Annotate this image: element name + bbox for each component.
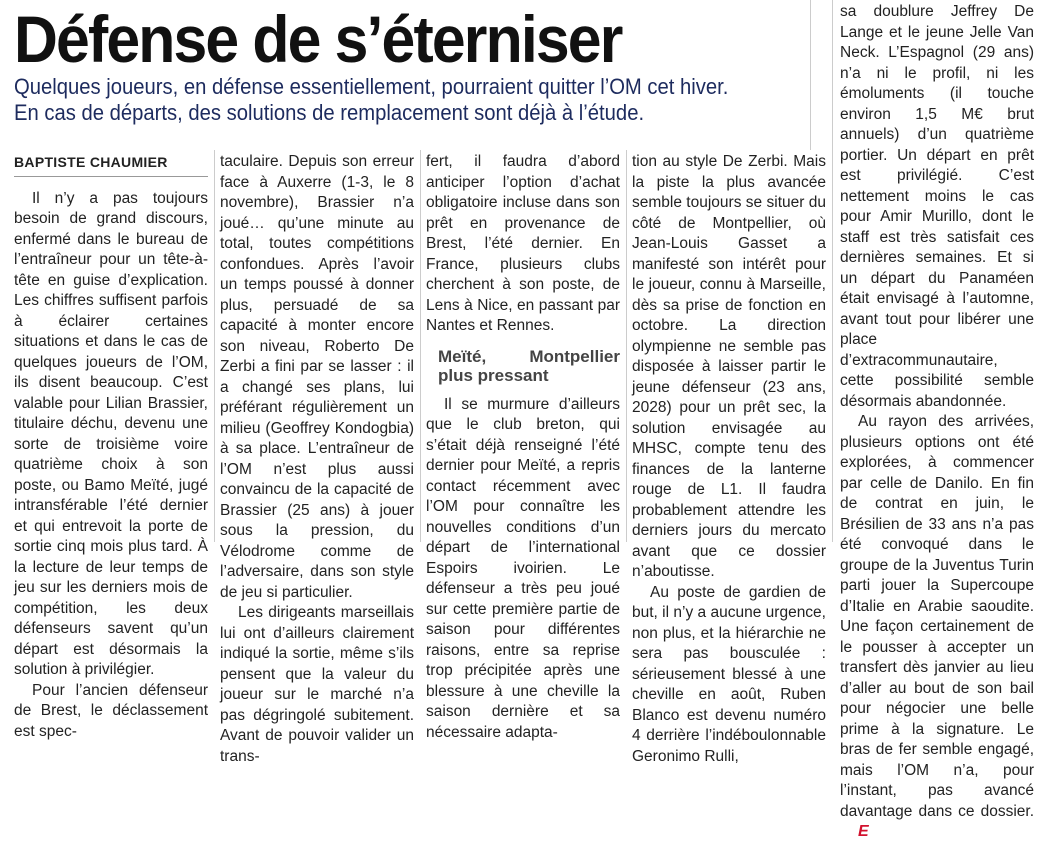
paragraph: Il n’y a pas toujours besoin de grand discours, enfermé dans le bureau de l’entraîneur pour un tête-à-tête en guise d’explication. Les chiffres suffisent parfois à éclairer certaines situations et dans le cas de quelques joueurs de l’OM, ils disent beaucoup. C’est valable pour Lilian Brassier, titulaire déchu, devenu une sorte de troisième voire quatrième choix à son poste, ou Bamo Meïté, jugé intransférable l’été dernier et qui entrevoit la porte de sortie cinq mois plus tard. À la lecture de leur temps de jeu sur les derniers mois de compétition, les deux défenseurs savent qu’un départ est désormais la solution à privilégier. <box>14 189 208 678</box>
paragraph: Les dirigeants marseillais lui ont d’ailleurs clairement indiqué la sortie, même s’ils pensent que la valeur du joueur sur le marché n’a pas dégringolé subitement. Avant de pouvoir valider un trans- <box>220 604 414 765</box>
column-3 <box>426 152 620 743</box>
column-divider <box>626 150 627 542</box>
paragraph <box>840 412 1034 843</box>
paragraph: tion au style De Zerbi. Mais la piste la plus avancée semble toujours se situer du côté de Montpellier, où Jean-Louis Gasset a manifesté son intérêt pour le joueur, connu à Marseille, dès sa prise de fonction en octobre. La direction olympienne ne semble pas disposée à laisser partir le jeune défenseur (23 ans, 2028) pour un prêt sec, la solution envisagée au MHSC, compte tenu des finances de la lanterne rouge de L1. Il faudra probablement attendre les derniers jours du mercato avant que ce dossier n’aboutisse. <box>632 153 826 580</box>
deck-line-1: Quelques joueurs, en défense essentiellement, pourraient quitter l’OM cet hiver. <box>14 74 729 99</box>
column-2 <box>220 152 414 767</box>
paragraph: fert, il faudra d’abord anticiper l’option d’achat obligatoire incluse dans son prêt en provenance de Brest, l’été dernier. En France, plusieurs clubs cherchent à son poste, de Lens à Nice, en passant par Nantes et Rennes. <box>426 153 620 334</box>
headline: Défense de s’éterniser <box>14 2 622 76</box>
byline: BAPTISTE CHAUMIER <box>14 152 208 177</box>
paragraph: Pour l’ancien défenseur de Brest, le déclassement est spec- <box>14 681 208 740</box>
paragraph: Au poste de gardien de but, il n’y a aucune urgence, non plus, et la hiérarchie ne sera pas bousculée : sérieusement blessé à une cheville en août, Ruben Blanco est devenu numéro 4 derrière l’indéboulonnable Geronimo Rulli, <box>632 583 826 765</box>
column-1 <box>14 152 208 742</box>
column-divider <box>832 0 833 542</box>
deck-line-2: En cas de départs, des solutions de remplacement sont déjà à l’étude. <box>14 100 645 125</box>
column-divider <box>420 150 421 542</box>
deck <box>14 74 729 126</box>
paragraph-text: Au rayon des arrivées, plusieurs options ont été explorées, à commencer par celle de Danilo. En fin de contrat en juin, le Brésilien de 33 ans n’a pas été convoqué dans le groupe de la Juventus Turin parti jouer la Supercoupe d’Italie en Arabie saoudite. Une façon certainement de le pousser à accepter un transfert dès janvier au lieu d’aller au bout de son bail pour négocier une belle prime à la signature. Le bras de fer semble engagé, mais l’OM n’a, pour l’instant, pas avancé davantage dans ce dossier. <box>840 413 1034 820</box>
paragraph: Il se murmure d’ailleurs que le club breton, qui s’était déjà renseigné l’été dernier pour Meïté, a repris contact récemment avec l’OM pour connaître les nouvelles conditions d’un départ de l’international Espoirs ivoirien. Le défenseur a très peu joué sur cette première partie de saison pour différentes raisons, entre sa reprise trop précipitée après une blessure à une cheville la saison dernière et sa nécessaire adapta- <box>426 395 620 741</box>
column-5 <box>840 2 1034 843</box>
column-4 <box>632 152 826 767</box>
subheading: Meïté, Montpellier plus pressant <box>438 346 620 385</box>
paragraph: taculaire. Depuis son erreur face à Auxerre (1-3, le 8 novembre), Brassier n’a joué… qu’une minute au total, toutes compétitions confondues. Après l’avoir un temps poussé à donner plus, persuadé de sa capacité à monter encore son niveau, Roberto De Zerbi a fini par se lasser : il a changé ses plans, lui préférant régulièrement un milieu (Geoffrey Kondogbia) à sa place. L’entraîneur de l’OM n’est plus aussi convaincu de la capacité de Brassier (25 ans) à jouer sous la pression, du Vélodrome comme de l’adversaire, dans son style de jeu si particulier. <box>220 153 414 601</box>
paragraph: sa doublure Jeffrey De Lange et le jeune Jelle Van Neck. L’Espagnol (29 ans) n’a ni le profil, ni les émoluments (il touche environ 1,5 M€ brut annuels) d’un quatrième portier. Un départ en prêt est privilégié. C’est nettement moins le cas pour Amir Murillo, dont le staff est très satisfait ces dernières semaines. Et si un départ du Panaméen était envisagé à l’automne, avant tout pour libérer une place d’extracommunautaire, cette possibilité semble désormais abandonnée. <box>840 3 1034 410</box>
column-divider <box>214 150 215 542</box>
publication-logo-icon: E <box>858 823 869 840</box>
column-divider <box>810 0 811 150</box>
